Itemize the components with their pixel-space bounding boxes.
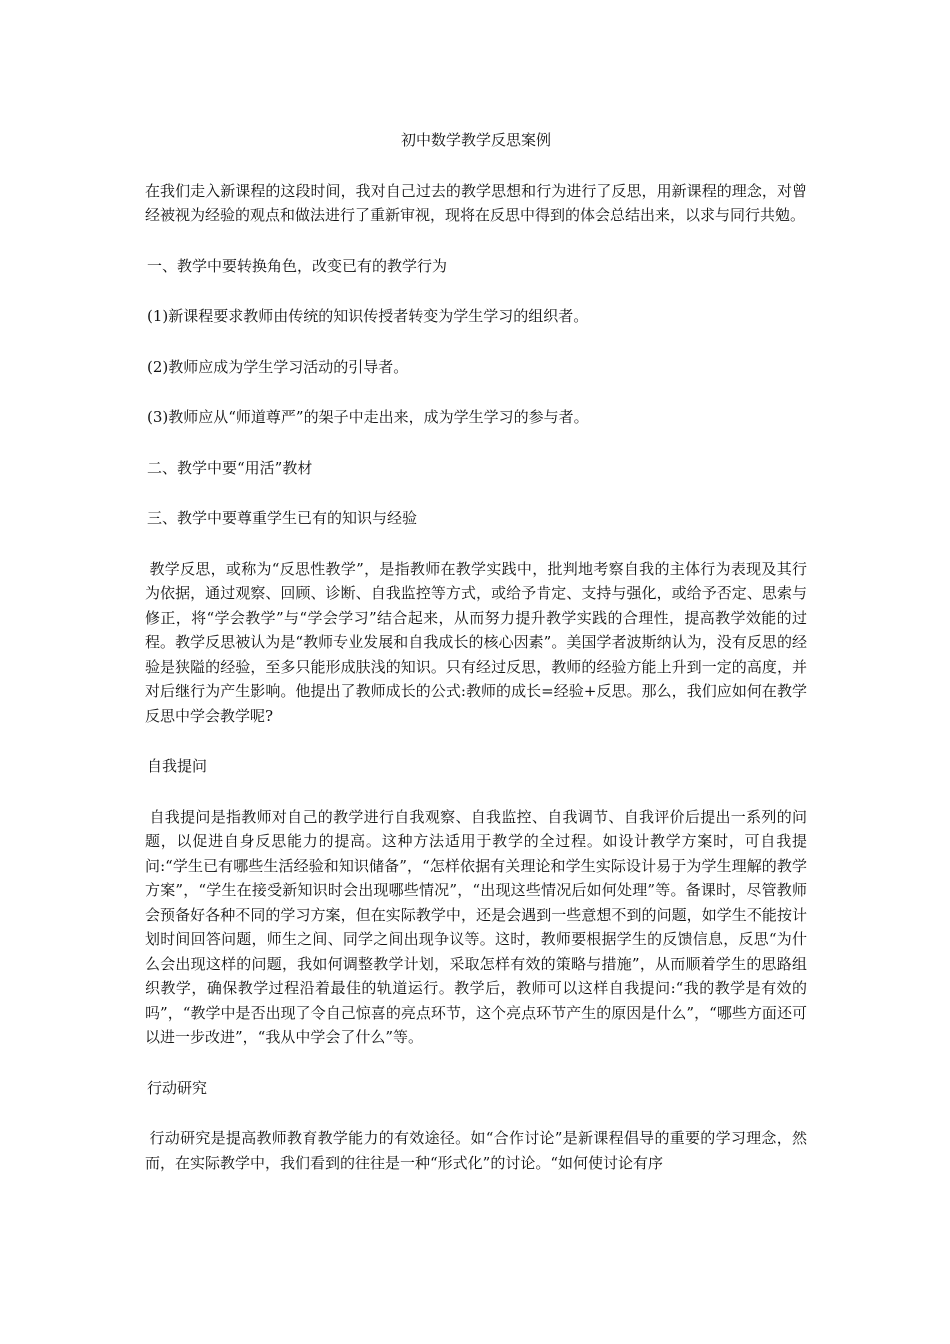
section-heading-1: 一、教学中要转换角色，改变已有的教学行为 bbox=[147, 256, 448, 275]
self-questioning-paragraph: 自我提问是指教师对自己的教学进行自我观察、自我监控、自我调节、自我评价后提出一系列的问题，以促进自身反思能力的提高。这种方法适用于教学的全过程。如设计教学方案时，可自我提问:“学生已有哪些生活经验和知识储备”，“怎样依据有关理论和学生实际设计易于为学生理解的教学方案”，“学生在接受新知识时会出现哪些情况”，“出现这些情况后如何处理”等。备课时，尽管教师会预备好各种不同的学习方案，但在实际教学中，还是会遇到一些意想不到的问题，如学生不能按计划时间回答问题，师生之间、同学之间出现争议等。这时，教师要根据学生的反馈信息，反思“为什么会出现这样的问题，我如何调整教学计划，采取怎样有效的策略与措施”，从而顺着学生的思路组织教学，确保教学过程沿着最佳的轨道运行。教学后，教师可以这样自我提问:“我的教学是有效的吗”，“教学中是否出现了令自己惊喜的亮点环节，这个亮点环节产生的原因是什么”，“哪些方面还可以进一步改进”，“我从中学会了什么”等。 bbox=[145, 807, 807, 1046]
list-item-3: (3)教师应从“师道尊严”的架子中走出来，成为学生学习的参与者。 bbox=[147, 408, 589, 426]
document-title: 初中数学教学反思案例 bbox=[400, 131, 551, 149]
list-item-1: (1)新课程要求教师由传统的知识传授者转变为学生学习的组织者。 bbox=[147, 307, 589, 325]
reflection-paragraph: 教学反思，或称为“反思性教学”，是指教师在教学实践中，批判地考察自我的主体行为表现及其行为依据，通过观察、回顾、诊断、自我监控等方式，或给予肯定、支持与强化，或给予否定、思索与修正，将“学会教学”与“学会学习”结合起来，从而努力提升教学实践的合理性，提高教学效能的过程。教学反思被认为是“教师专业发展和自我成长的核心因素”。美国学者波斯纳认为，没有反思的经验是狭隘的经验，至多只能形成肤浅的知识。只有经过反思，教师的经验方能上升到一定的高度，并对后继行为产生影响。他提出了教师成长的公式:教师的成长=经验+反思。那么，我们应如何在教学反思中学会教学呢? bbox=[145, 559, 807, 725]
list-item-2: (2)教师应成为学生学习活动的引导者。 bbox=[147, 357, 409, 376]
action-research-paragraph: 行动研究是提高教师教育教学能力的有效途径。如“合作讨论”是新课程倡导的重要的学习理念，然而，在实际教学中，我们看到的往往是一种“形式化”的讨论。“如何使讨论有序 bbox=[145, 1129, 807, 1172]
section-heading-3: 三、教学中要尊重学生已有的知识与经验 bbox=[147, 509, 418, 527]
intro-paragraph: 在我们走入新课程的这段时间，我对自己过去的教学思想和行为进行了反思，用新课程的理念，对曾经被视为经验的观点和做法进行了重新审视，现将在反思中得到的体会总结出来，以求与同行共勉。 bbox=[145, 181, 807, 224]
document-body bbox=[145, 128, 807, 1201]
section-heading-2: 二、教学中要“用活”教材 bbox=[147, 458, 313, 477]
subheading-action-research: 行动研究 bbox=[147, 1078, 208, 1097]
subheading-self-questioning: 自我提问 bbox=[147, 757, 208, 775]
